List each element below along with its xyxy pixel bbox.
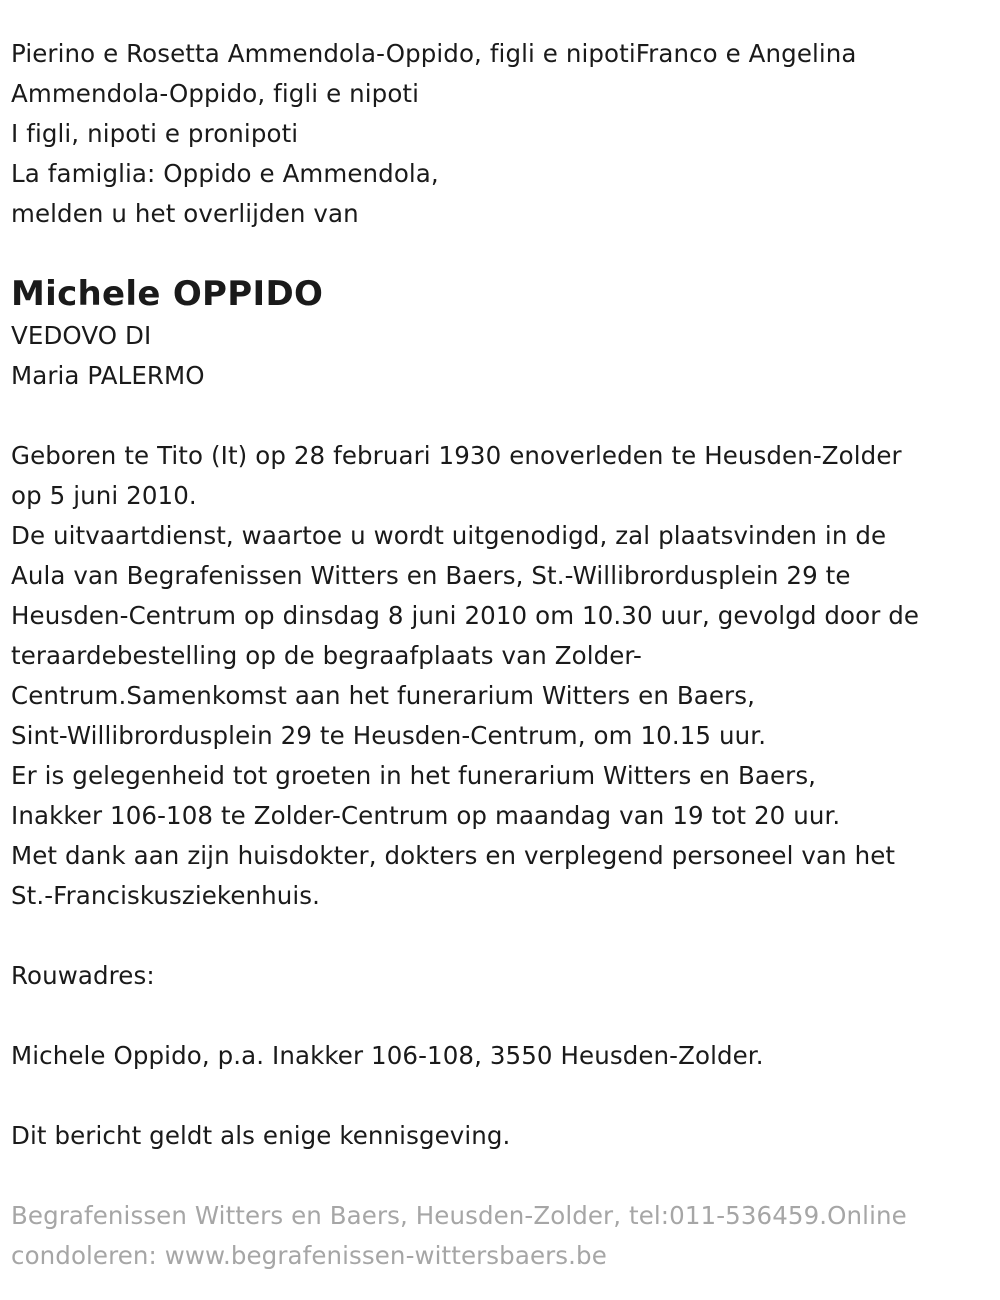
footer-line: condoleren: www.begrafenissen-wittersbaers.be [11, 1241, 607, 1270]
body-line: Geboren te Tito (It) op 28 februari 1930 enoverleden te Heusden-Zolder [11, 441, 902, 470]
body-line: Sint-Willibrordusplein 29 te Heusden-Centrum, om 10.15 uur. [11, 721, 767, 750]
body-line: Centrum.Samenkomst aan het funerarium Witters en Baers, [11, 681, 755, 710]
mourning-address: Michele Oppido, p.a. Inakker 106-108, 3550 Heusden-Zolder. [11, 1041, 764, 1070]
deceased-block [11, 272, 988, 396]
body-line: teraardebestelling op de begraafplaats van Zolder- [11, 641, 642, 670]
intro-line: melden u het overlijden van [11, 199, 359, 228]
intro-line: Pierino e Rosetta Ammendola-Oppido, figli e nipotiFranco e Angelina [11, 39, 857, 68]
footer-block [11, 1196, 988, 1276]
intro-block [11, 34, 988, 234]
intro-line: I figli, nipoti e pronipoti [11, 119, 299, 148]
notice-text: Dit bericht geldt als enige kennisgeving. [11, 1121, 511, 1150]
body-line: Heusden-Centrum op dinsdag 8 juni 2010 om 10.30 uur, gevolgd door de [11, 601, 920, 630]
spacer [11, 1156, 988, 1196]
spacer [11, 996, 988, 1036]
spacer [11, 396, 988, 436]
intro-line: Ammendola-Oppido, figli e nipoti [11, 79, 420, 108]
spacer [11, 1076, 988, 1116]
body-block [11, 436, 988, 916]
body-line: Er is gelegenheid tot groeten in het funerarium Witters en Baers, [11, 761, 817, 790]
body-line: Inakker 106-108 te Zolder-Centrum op maandag van 19 tot 20 uur. [11, 801, 841, 830]
mourning-address-label: Rouwadres: [11, 961, 155, 990]
intro-line: La famiglia: Oppido e Ammendola, [11, 159, 439, 188]
deceased-spouse: Maria PALERMO [11, 361, 205, 390]
body-line: De uitvaartdienst, waartoe u wordt uitgenodigd, zal plaatsvinden in de [11, 521, 887, 550]
body-line: op 5 juni 2010. [11, 481, 197, 510]
body-line: Met dank aan zijn huisdokter, dokters en verplegend personeel van het [11, 841, 896, 870]
body-line: St.-Franciskusziekenhuis. [11, 881, 321, 910]
body-line: Aula van Begrafenissen Witters en Baers, St.-Willibrordusplein 29 te [11, 561, 851, 590]
spacer [11, 916, 988, 956]
footer-line: Begrafenissen Witters en Baers, Heusden-Zolder, tel:011-536459.Online [11, 1201, 907, 1230]
deceased-name: Michele OPPIDO [11, 274, 324, 314]
deceased-relation: VEDOVO DI [11, 321, 152, 350]
spacer [11, 234, 988, 272]
